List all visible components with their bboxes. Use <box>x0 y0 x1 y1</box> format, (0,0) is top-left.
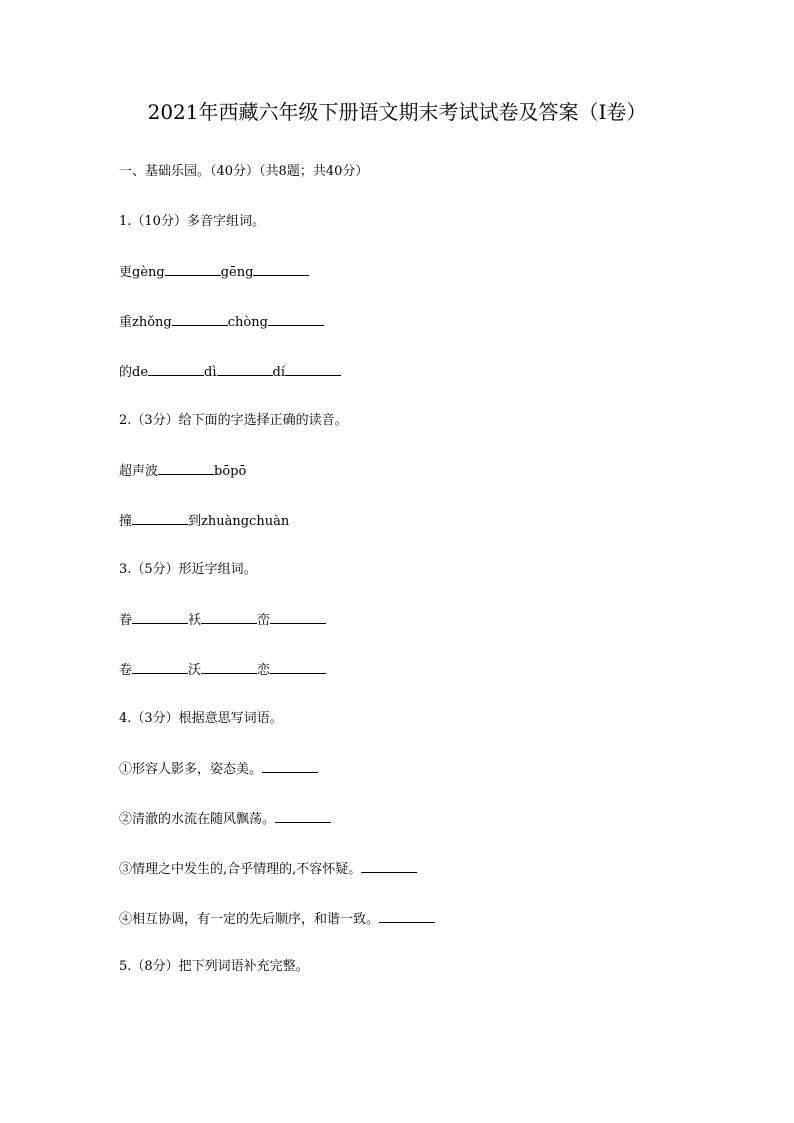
line-text: ②清澈的水流在随风飘荡。 <box>119 812 276 828</box>
answer-blank[interactable] <box>217 362 273 376</box>
line-text: ①形容人影多，姿态美。 <box>119 762 263 778</box>
line-text: 一、基础乐园。（40分）（共8题；共40分） <box>119 164 369 179</box>
answer-blank[interactable] <box>361 859 417 873</box>
answer-blank[interactable] <box>270 610 326 624</box>
answer-blank[interactable] <box>253 262 309 276</box>
answer-blank[interactable] <box>148 362 204 376</box>
text-line <box>119 909 435 929</box>
line-text: 沃 <box>188 663 202 678</box>
answer-blank[interactable] <box>285 362 341 376</box>
text-line <box>119 362 341 382</box>
line-text: 更gèng <box>119 265 165 281</box>
text-line <box>119 163 368 181</box>
line-text: 5.（8分）把下列词语补充完整。 <box>119 959 309 975</box>
text-line <box>119 312 324 332</box>
line-text: ④相互协调，有一定的先后顺序，和谐一致。 <box>119 911 380 927</box>
line-text: 3.（5分）形近字组词。 <box>119 561 257 577</box>
answer-blank[interactable] <box>262 759 318 773</box>
line-text: 眷 <box>119 613 133 629</box>
text-line <box>119 461 246 481</box>
answer-blank[interactable] <box>132 610 188 624</box>
answer-blank[interactable] <box>165 262 221 276</box>
line-text: gēng <box>220 265 254 281</box>
line-text: 2.（3分）给下面的字选择正确的读音。 <box>119 412 348 428</box>
line-text: 的de <box>119 364 149 380</box>
answer-blank[interactable] <box>275 809 331 823</box>
line-text: 卷 <box>119 663 133 678</box>
answer-blank[interactable] <box>172 312 228 326</box>
line-text: ③情理之中发生的,合乎情理的,不容怀疑。 <box>119 861 362 877</box>
text-line <box>119 809 331 829</box>
line-text: 1.（10分）多音字组词。 <box>119 213 265 229</box>
answer-blank[interactable] <box>270 660 326 674</box>
line-text: 袄 <box>188 613 202 629</box>
text-line <box>119 213 265 231</box>
answer-blank[interactable] <box>132 660 188 674</box>
text-line <box>119 412 348 430</box>
line-text: bōpō <box>214 464 247 480</box>
text-line <box>119 511 289 531</box>
text-line <box>119 262 309 282</box>
line-text: 4.（3分）根据意思写词语。 <box>119 710 283 726</box>
text-line <box>119 958 309 976</box>
line-text: chòng <box>227 315 268 331</box>
line-text: dí <box>272 364 285 380</box>
answer-blank[interactable] <box>158 461 214 475</box>
line-text: 恋 <box>257 663 271 678</box>
answer-blank[interactable] <box>268 312 324 326</box>
answer-blank[interactable] <box>201 610 257 624</box>
text-line <box>119 759 318 779</box>
line-text: 峦 <box>257 613 271 629</box>
text-line <box>119 710 283 728</box>
text-line <box>119 561 257 579</box>
answer-blank[interactable] <box>201 660 257 674</box>
text-line <box>119 660 326 680</box>
line-text: 撞 <box>119 513 133 529</box>
text-line <box>119 859 417 879</box>
line-text: 超声波 <box>119 464 159 480</box>
line-text: 到zhuàngchuàn <box>188 513 290 529</box>
text-line <box>119 610 326 630</box>
answer-blank[interactable] <box>379 909 435 923</box>
document-title: 2021年西藏六年级下册语文期末考试试卷及答案（Ⅰ卷） <box>147 100 647 124</box>
line-text: dì <box>204 364 217 380</box>
line-text: 重zhǒng <box>119 315 172 331</box>
answer-blank[interactable] <box>132 511 188 525</box>
